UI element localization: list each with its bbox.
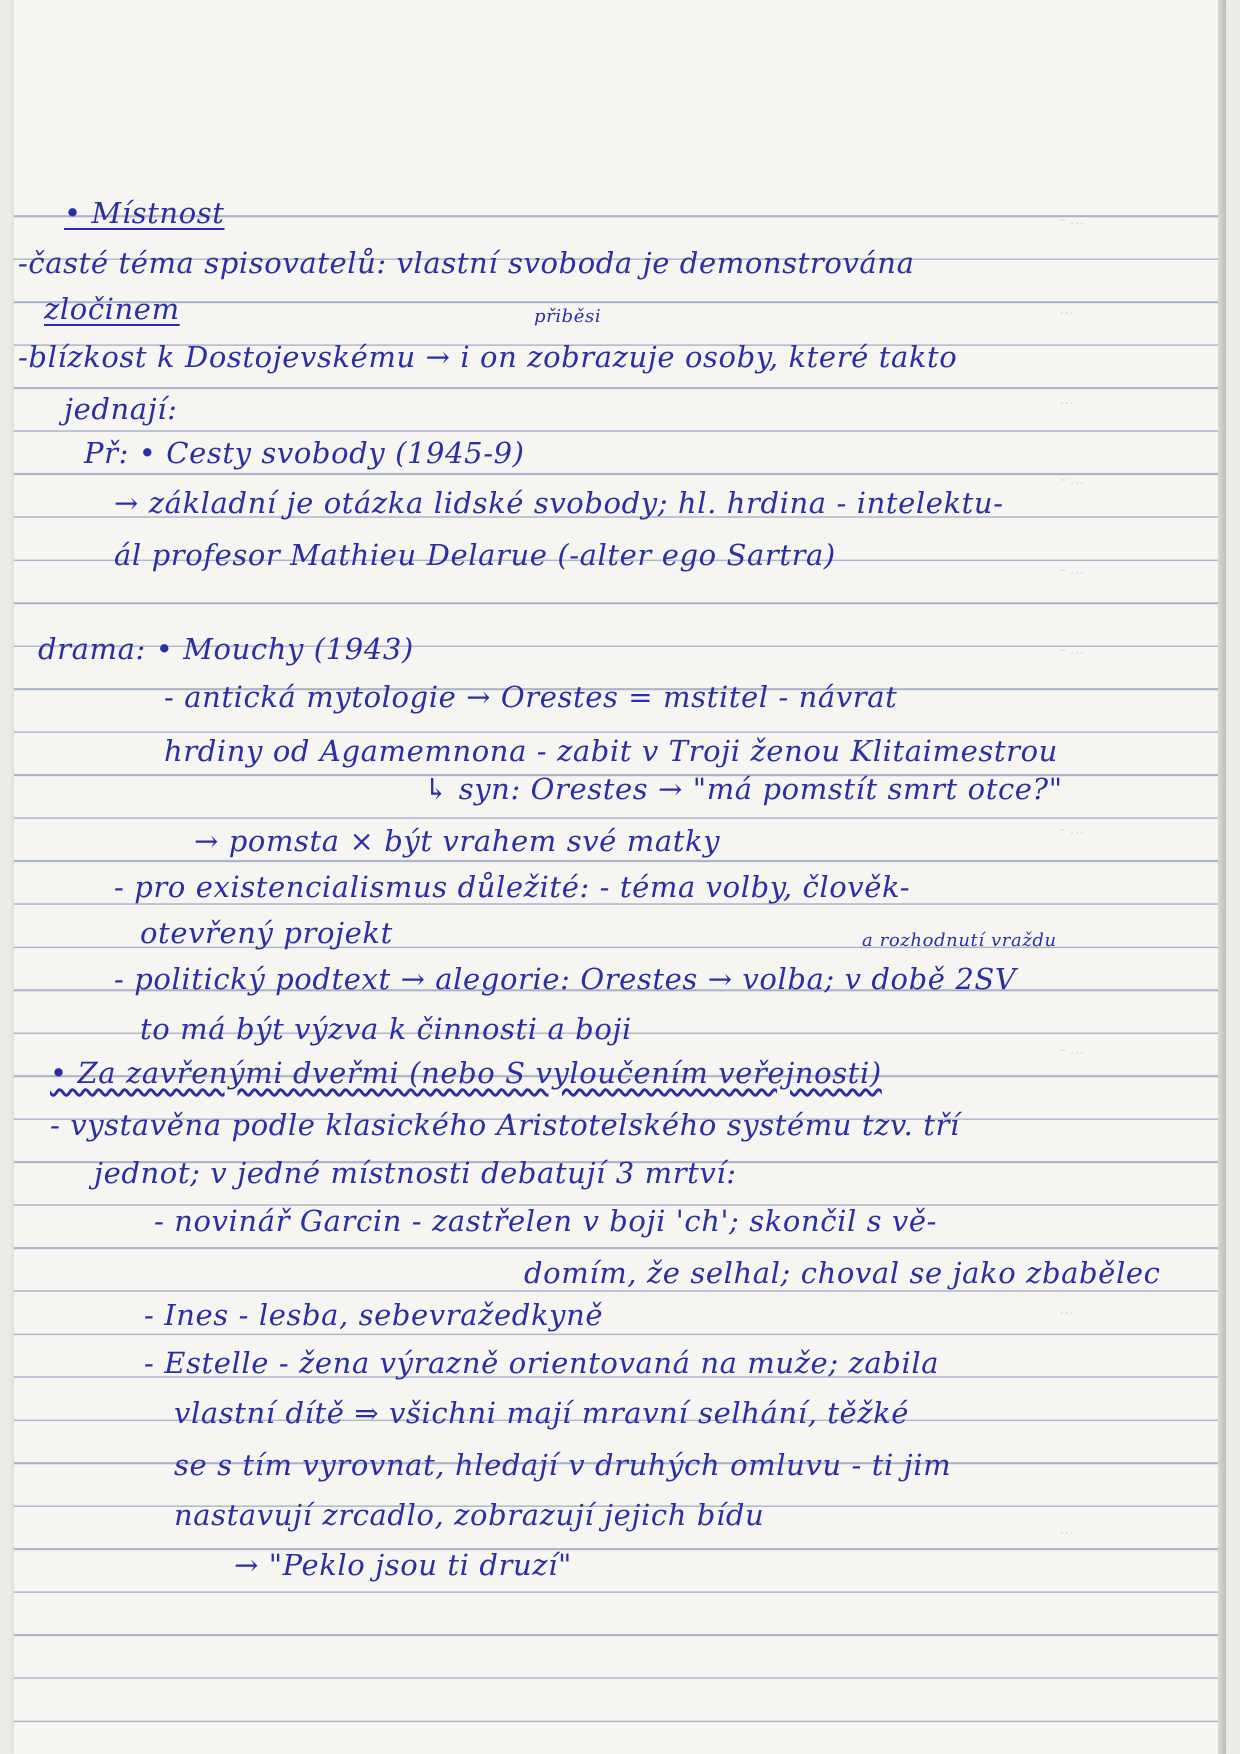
note-line: -časté téma spisovatelů: vlastní svoboda je demonstrována <box>18 246 915 280</box>
note-line: ↳ syn: Orestes → "má pomstít smrt otce?" <box>424 772 1063 806</box>
note-line: Př: • Cesty svobody (1945-9) <box>84 436 525 470</box>
note-line: jednají: <box>64 392 178 426</box>
note-line: - novinář Garcin - zastřelen v boji 'ch'; skončil s vě- <box>154 1204 938 1238</box>
note-line: domím, že selhal; choval se jako zbabělec <box>524 1256 1161 1290</box>
notebook-page <box>14 0 1220 1754</box>
note-line: jednot; v jedné místnosti debatují 3 mrtví: <box>94 1156 737 1190</box>
note-line: → pomsta × být vrahem své matky <box>194 824 721 858</box>
note-line: - Ines - lesba, sebevražedkyně <box>144 1298 604 1332</box>
note-heading-drama: drama: • Mouchy (1943) <box>38 632 414 666</box>
note-annotation: a rozhodnutí vraždu <box>862 930 1057 951</box>
note-annotation: přiběsi <box>534 306 602 327</box>
note-line: ál profesor Mathieu Delarue (-alter ego Sartra) <box>114 538 836 572</box>
note-heading-zavrene-dvere: • Za zavřenými dveřmi (nebo S vyloučením veřejnosti) <box>50 1056 882 1090</box>
note-line: - Estelle - žena výrazně orientovaná na muže; zabila <box>144 1346 940 1380</box>
note-heading-mistnost: • Místnost <box>64 196 225 230</box>
bleed-through-text: - ... ... ... - ... - ... - ... - ... - ... ... ... <box>1060 210 1085 1538</box>
note-line: to má být výzva k činnosti a boji <box>140 1012 632 1046</box>
note-line: - politický podtext → alegorie: Orestes → volba; v době 2SV <box>114 962 1017 996</box>
note-line: zločinem <box>44 292 180 326</box>
note-line: - antická mytologie → Orestes = mstitel - návrat <box>164 680 898 714</box>
note-line: - pro existencialismus důležité: - téma volby, člověk- <box>114 870 911 904</box>
note-line: → základní je otázka lidské svobody; hl. hrdina - intelektu- <box>114 486 1004 520</box>
page-edge <box>1218 0 1226 1754</box>
note-line: hrdiny od Agamemnona - zabit v Troji ženou Klitaimestrou <box>164 734 1058 768</box>
note-line: → "Peklo jsou ti druzí" <box>234 1548 572 1582</box>
note-line: otevřený projekt <box>140 916 393 950</box>
note-line: - vystavěna podle klasického Aristotelského systému tzv. tří <box>50 1108 960 1142</box>
note-line: vlastní dítě ⇒ všichni mají mravní selhání, těžké <box>174 1396 910 1430</box>
note-line: se s tím vyrovnat, hledají v druhých omluvu - ti jim <box>174 1448 952 1482</box>
note-line: -blízkost k Dostojevskému → i on zobrazuje osoby, které takto <box>18 340 958 374</box>
note-line: nastavují zrcadlo, zobrazují jejich bídu <box>174 1498 765 1532</box>
